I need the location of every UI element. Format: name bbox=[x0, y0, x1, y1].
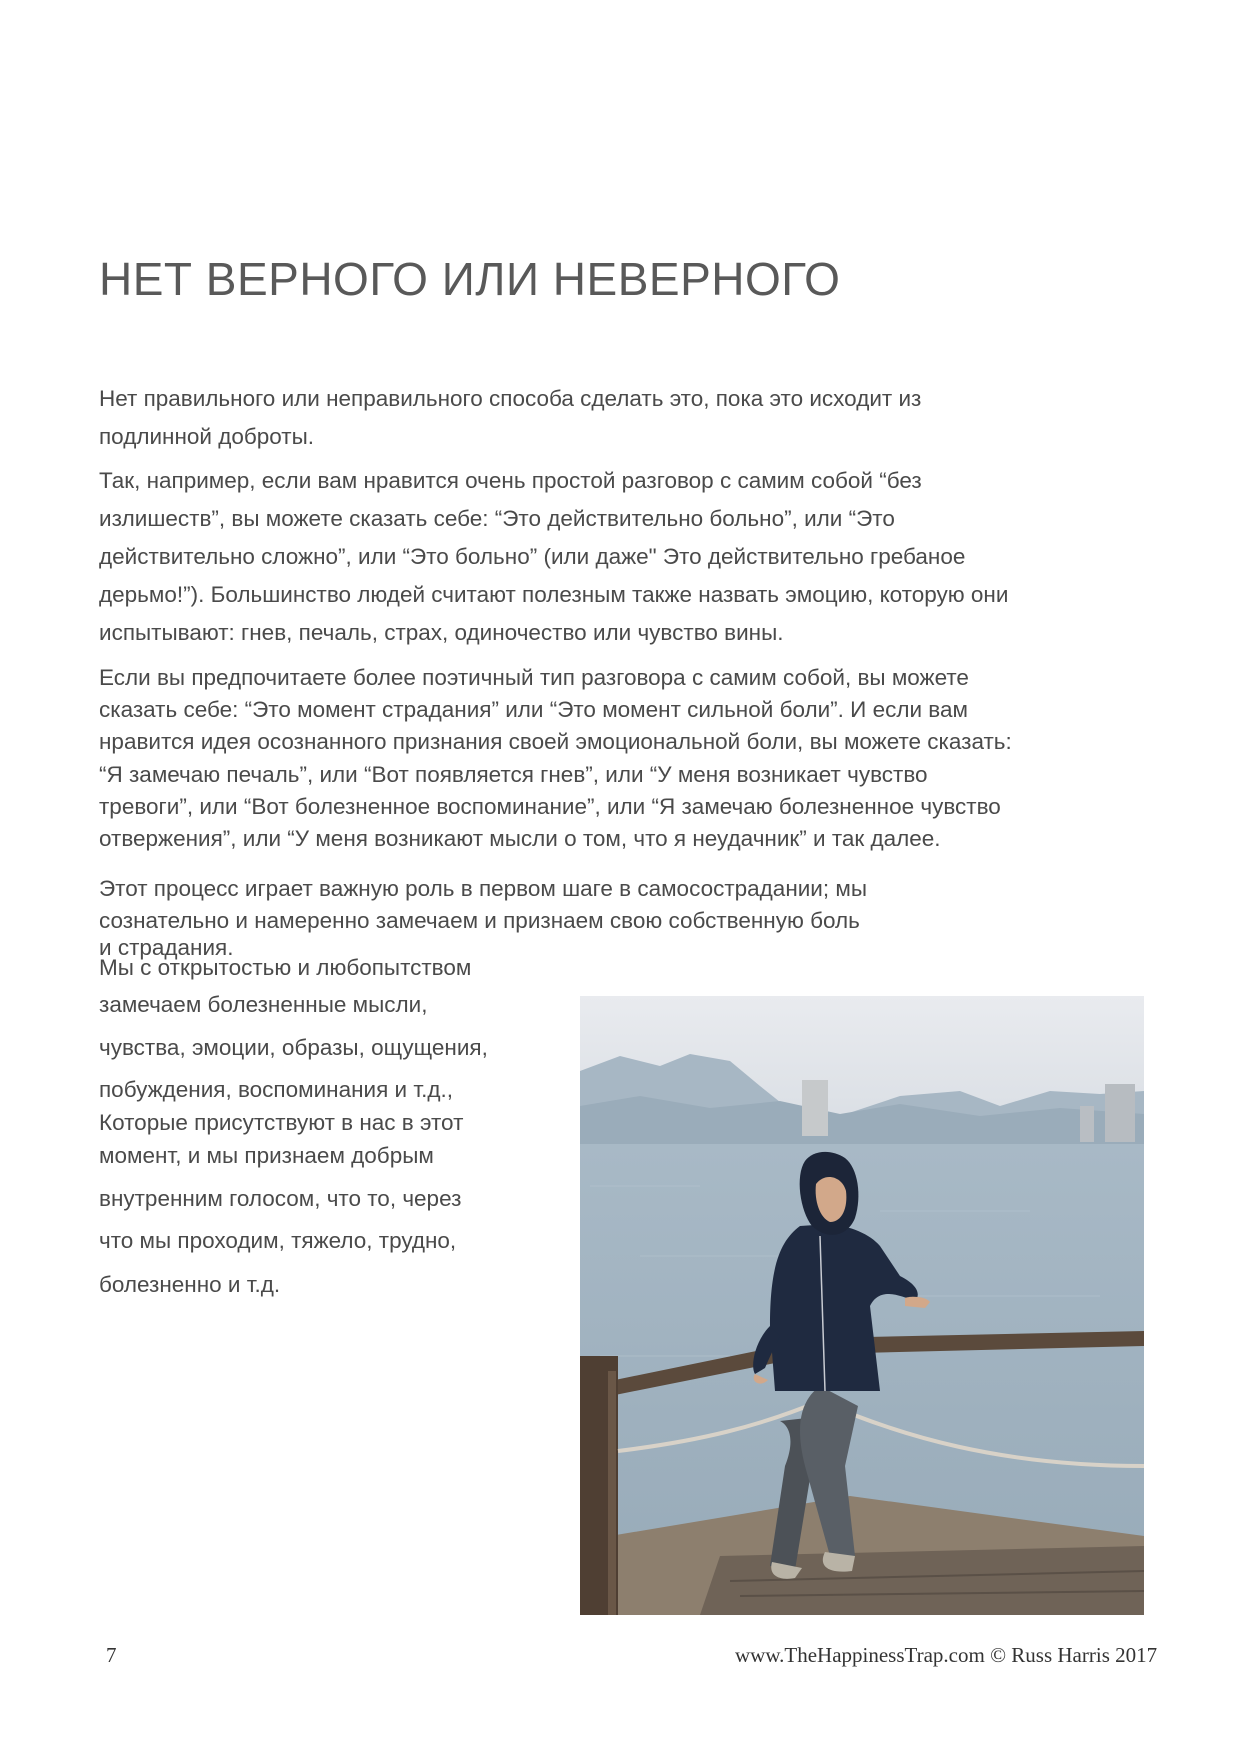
text-line: “Я замечаю печаль”, или “Вот появляется гнев”, или “У меня возникает чувство bbox=[99, 761, 928, 787]
text-line: внутренним голосом, что то, через bbox=[99, 1186, 462, 1211]
text-line: болезненно и т.д. bbox=[99, 1272, 281, 1297]
text-line: замечаем болезненные мысли, bbox=[99, 992, 428, 1017]
copyright-footer: www.TheHappinessTrap.com © Russ Harris 2017 bbox=[735, 1643, 1158, 1667]
text-line: чувства, эмоции, образы, ощущения, bbox=[99, 1035, 488, 1060]
text-line: испытывают: гнев, печаль, страх, одиночество или чувство вины. bbox=[99, 620, 784, 645]
text-line: Мы с открытостью и любопытством bbox=[99, 955, 472, 980]
text-line: отвержения”, или “У меня возникают мысли о том, что я неудачник” и так далее. bbox=[99, 826, 941, 852]
text-line: момент, и мы признаем добрым bbox=[99, 1143, 434, 1168]
text-line: побуждения, воспоминания и т.д., bbox=[99, 1077, 454, 1102]
paragraph-simple-talk bbox=[99, 462, 1008, 652]
text-line: сознательно и намеренно замечаем и признаем свою собственную боль bbox=[99, 908, 860, 933]
text-line: Нет правильного или неправильного способа сделать это, пока это исходит из bbox=[99, 386, 922, 411]
text-line: Этот процесс играет важную роль в первом шаге в самосострадании; мы bbox=[99, 876, 868, 901]
text-line: тревоги”, или “Вот болезненное воспоминание”, или “Я замечаю болезненное чувство bbox=[99, 793, 1001, 819]
paragraph-poetic-talk bbox=[99, 662, 1012, 855]
text-line: дерьмо!”). Большинство людей считают полезным также назвать эмоцию, которую они bbox=[99, 582, 1009, 607]
text-line: излишеств”, вы можете сказать себе: “Это действительно больно”, или “Это bbox=[99, 506, 895, 531]
text-line: что мы проходим, тяжело, трудно, bbox=[99, 1228, 457, 1253]
text-line: действительно сложно”, или “Это больно” (или даже" Это действительно гребаное bbox=[99, 544, 966, 569]
page-title: НЕТ ВЕРНОГО ИЛИ НЕВЕРНОГО bbox=[99, 253, 841, 305]
man-on-pier-photo bbox=[580, 996, 1144, 1615]
text-line: Которые присутствуют в нас в этот bbox=[99, 1110, 464, 1135]
page-number: 7 bbox=[106, 1643, 117, 1667]
paragraph-intro bbox=[99, 380, 921, 456]
text-line: нравится идея осознанного признания своей эмоциональной боли, вы можете сказать: bbox=[99, 729, 1012, 755]
paragraph-process bbox=[99, 873, 867, 959]
text-line: Так, например, если вам нравится очень простой разговор с самим собой “без bbox=[99, 468, 922, 493]
text-line: Если вы предпочитаете более поэтичный тип разговора с самим собой, вы можете bbox=[99, 665, 969, 690]
text-line: подлинной доброты. bbox=[99, 424, 315, 449]
text-line: сказать себе: “Это момент страдания” или “Это момент сильной боли”. И если вам bbox=[99, 697, 968, 723]
text-line: и страдания. bbox=[99, 935, 234, 960]
